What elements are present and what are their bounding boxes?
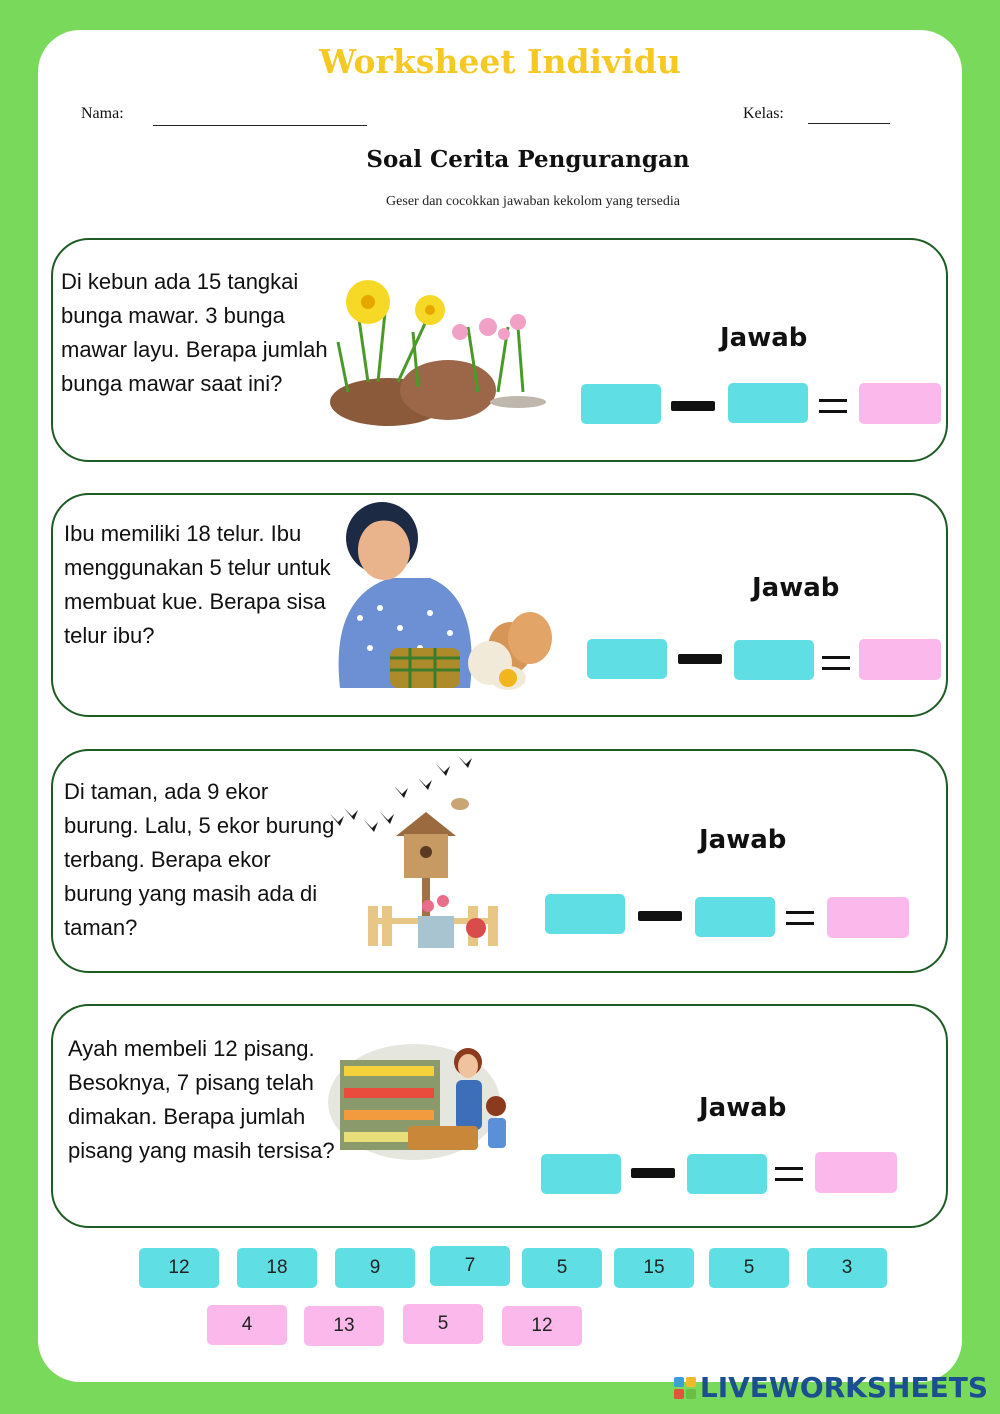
answer-slot-3b[interactable]	[695, 897, 775, 937]
answer-slot-1a[interactable]	[581, 384, 661, 424]
question-text-2: Ibu memiliki 18 telur. Ibu menggunakan 5 telur untuk membuat kue. Berapa sisa telur ibu?	[64, 521, 331, 648]
answer-tile[interactable]: 3	[807, 1248, 887, 1288]
class-line[interactable]	[808, 123, 890, 124]
answer-slot-3c[interactable]	[827, 897, 909, 938]
answer-tile[interactable]: 15	[614, 1248, 694, 1288]
answer-label-1: Jawab	[720, 323, 808, 353]
answer-label-3: Jawab	[699, 825, 787, 855]
answer-slot-4c[interactable]	[815, 1152, 897, 1193]
worksheet-title: Worksheet Individu	[319, 42, 681, 81]
answer-slot-4b[interactable]	[687, 1154, 767, 1194]
answer-slot-4a[interactable]	[541, 1154, 621, 1194]
answer-slot-2c[interactable]	[859, 639, 941, 680]
answer-label-2: Jawab	[752, 573, 840, 603]
answer-tile[interactable]: 7	[430, 1246, 510, 1286]
equals-sign-2	[822, 656, 850, 670]
flowers-garden-image	[328, 272, 550, 426]
equals-sign-4	[775, 1167, 803, 1181]
liveworksheets-logo-icon	[674, 1377, 696, 1399]
liveworksheets-brand-text: LIVEWORKSHEETS	[699, 1371, 988, 1404]
answer-slot-2a[interactable]	[587, 639, 667, 679]
mother-with-eggs-image	[320, 498, 556, 694]
minus-sign-1	[671, 401, 715, 411]
answer-tile[interactable]: 5	[522, 1248, 602, 1288]
answer-tile[interactable]: 18	[237, 1248, 317, 1288]
instruction-text: Geser dan cocokkan jawaban kekolom yang tersedia	[386, 194, 680, 209]
answer-tile[interactable]: 5	[709, 1248, 789, 1288]
answer-tile[interactable]: 12	[139, 1248, 219, 1288]
equals-sign-3	[786, 911, 814, 925]
answer-slot-2b[interactable]	[734, 640, 814, 680]
question-text-3: Di taman, ada 9 ekor burung. Lalu, 5 ekor burung terbang. Berapa ekor burung yang masih ada di taman?	[64, 779, 335, 940]
answer-tile[interactable]: 12	[502, 1306, 582, 1346]
minus-sign-4	[631, 1168, 675, 1178]
minus-sign-3	[638, 911, 682, 921]
grocery-shopping-image	[328, 1040, 512, 1160]
answer-tile[interactable]: 4	[207, 1305, 287, 1345]
answer-slot-3a[interactable]	[545, 894, 625, 934]
liveworksheets-logo	[674, 1371, 988, 1404]
answer-tile[interactable]: 9	[335, 1248, 415, 1288]
answer-tile[interactable]: 5	[403, 1304, 483, 1344]
question-text-4: Ayah membeli 12 pisang. Besoknya, 7 pisang telah dimakan. Berapa jumlah pisang yang masih tersisa?	[68, 1036, 335, 1163]
minus-sign-2	[678, 654, 722, 664]
question-text-1: Di kebun ada 15 tangkai bunga mawar. 3 bunga mawar layu. Berapa jumlah bunga mawar saat ini?	[61, 269, 328, 396]
name-label: Nama:	[81, 105, 124, 122]
answer-label-4: Jawab	[699, 1093, 787, 1123]
equals-sign-1	[819, 399, 847, 413]
worksheet-subtitle: Soal Cerita Pengurangan	[366, 146, 690, 173]
name-line[interactable]	[153, 125, 367, 126]
answer-tile[interactable]: 13	[304, 1306, 384, 1346]
birdhouse-garden-image	[328, 756, 508, 952]
class-label: Kelas:	[743, 105, 784, 122]
answer-slot-1c[interactable]	[859, 383, 941, 424]
answer-slot-1b[interactable]	[728, 383, 808, 423]
